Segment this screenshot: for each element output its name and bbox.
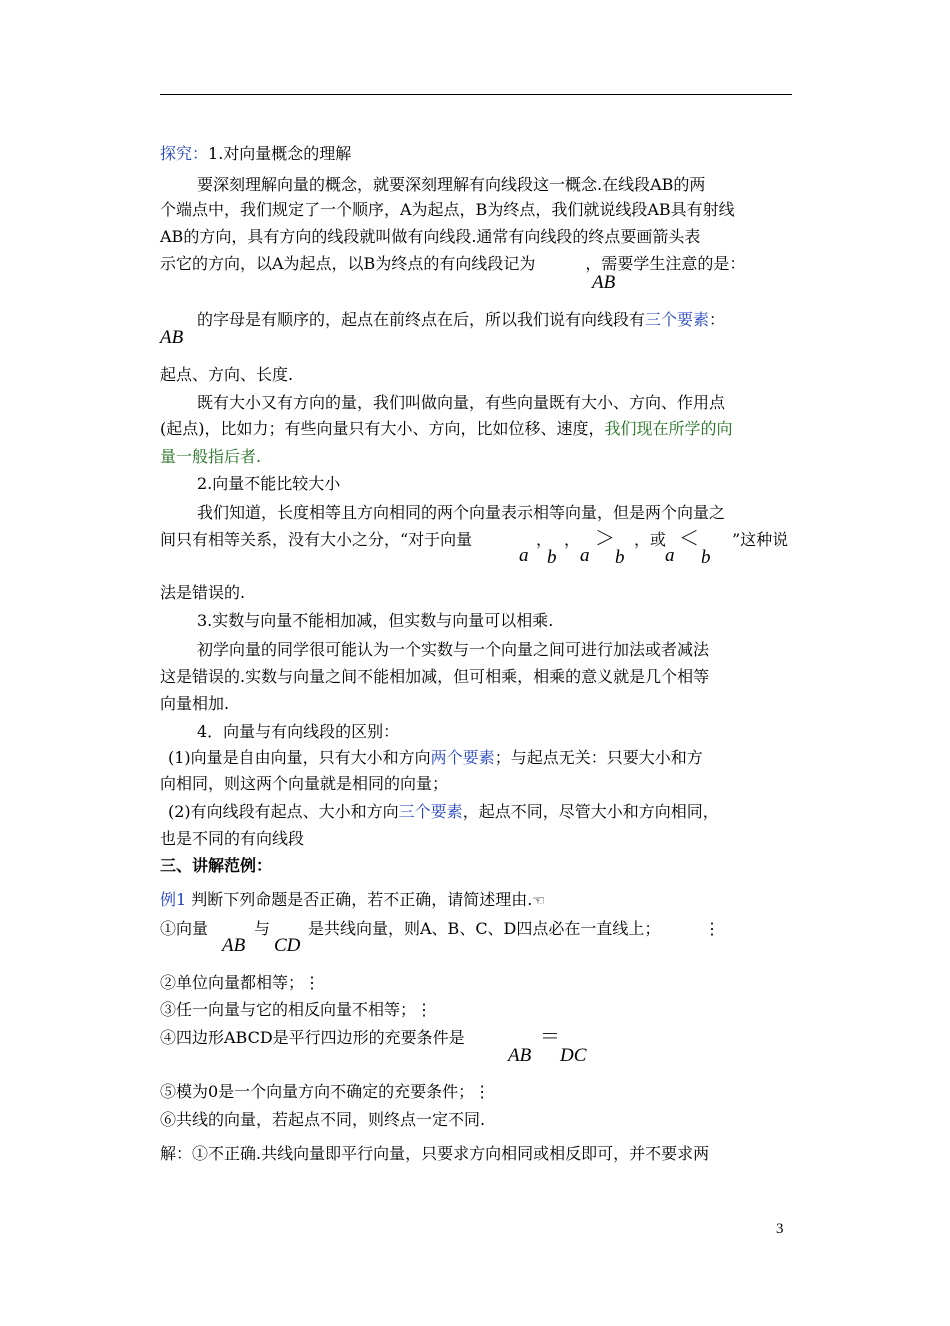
vector-a-symbol: a xyxy=(665,545,675,566)
vector-b-symbol: b xyxy=(615,547,625,568)
list-item: ③任一向量与它的相反向量不相等；⋮ xyxy=(160,1000,433,1019)
list-item-text: 与 xyxy=(254,919,271,938)
paragraph-line: 向量相加. xyxy=(160,694,230,713)
list-item: ⑥共线的向量，若起点不同，则终点一定不同. xyxy=(160,1110,486,1129)
subsection-heading: 4．向量与有向线段的区别： xyxy=(197,722,400,741)
solution-line: 解：①不正确.共线向量即平行向量，只要求方向相同或相反即可，并不要求两 xyxy=(160,1144,710,1163)
subsection-heading: 2.向量不能比较大小 xyxy=(197,474,341,493)
vector-ab-symbol: AB xyxy=(222,935,246,956)
paragraph-line: 示它的方向，以A为起点，以B为终点的有向线段记为 ，需要学生注意的是： xyxy=(160,254,746,273)
paragraph-line: 初学向量的同学很可能认为一个实数与一个向量之间可进行加法或者减法 xyxy=(197,640,710,659)
vector-a-symbol: a xyxy=(519,545,529,566)
paragraph-line: AB的方向，具有方向的线段就叫做有向线段.通常有向线段的终点要画箭头表 xyxy=(160,227,701,246)
paragraph-line: 个端点中，我们规定了一个顺序，A为起点，B为终点，我们就说线段AB具有射线 xyxy=(160,200,735,219)
vector-b-symbol: b xyxy=(701,547,711,568)
equals-symbol: ＝ xyxy=(540,1026,560,1048)
vector-b-symbol: b xyxy=(547,547,557,568)
vector-dc-symbol: DC xyxy=(560,1045,587,1066)
paragraph-line: 也是不同的有向线段 xyxy=(160,829,305,848)
paragraph-line: 向相同，则这两个向量就是相同的向量； xyxy=(160,774,449,793)
vector-ab-symbol: AB xyxy=(160,327,184,348)
paragraph-line: 既有大小又有方向的量，我们叫做向量，有些向量既有大小、方向、作用点 xyxy=(197,393,726,412)
page-number: 3 xyxy=(776,1221,784,1237)
list-item: ②单位向量都相等；⋮ xyxy=(160,973,321,992)
list-item: ⑤模为0是一个向量方向不确定的充要条件；⋮ xyxy=(160,1082,491,1101)
vector-ab-symbol: AB xyxy=(508,1045,532,1066)
paragraph-line: 的字母是有顺序的，起点在前终点在后，所以我们说有向线段有三个要素： xyxy=(197,310,726,329)
vector-cd-symbol: CD xyxy=(274,935,301,956)
vector-ab-symbol: AB xyxy=(592,272,616,293)
section-heading: 探究：1.对向量概念的理解 xyxy=(160,144,352,163)
punctuation: ， xyxy=(564,530,581,549)
greater-than-symbol: ＞ xyxy=(595,528,615,550)
paragraph-line: ”这种说 xyxy=(732,530,789,549)
paragraph-line: (2)有向线段有起点、大小和方向三个要素，起点不同，尽管大小和方向相同， xyxy=(168,802,719,821)
list-item-text: 是共线向量，则A、B、C、D四点必在一直线上； xyxy=(308,919,661,938)
list-item: ①向量 xyxy=(160,919,209,938)
example-heading: 例1 判断下列命题是否正确，若不正确，请简述理由.☜ xyxy=(160,889,545,912)
ellipsis-mark: ⋮ xyxy=(704,919,720,938)
section-heading: 三、讲解范例： xyxy=(160,856,273,875)
paragraph-line: (起点)，比如力；有些向量只有大小、方向，比如位移、速度，我们现在所学的向 xyxy=(160,419,733,438)
vector-a-symbol: a xyxy=(580,545,590,566)
less-than-symbol: ＜ xyxy=(679,528,699,550)
list-item: ④四边形ABCD是平行四边形的充要条件是 xyxy=(160,1028,465,1047)
pointing-hand-icon: ☜ xyxy=(532,893,545,909)
punctuation: ，或 xyxy=(634,530,667,549)
paragraph-line: 起点、方向、长度. xyxy=(160,365,294,384)
paragraph-line: (1)向量是自由向量，只有大小和方向两个要素；与起点无关：只要大小和方 xyxy=(168,748,703,767)
paragraph-line: 间只有相等关系，没有大小之分，“对于向量 xyxy=(160,530,473,549)
paragraph-line: 量一般指后者. xyxy=(160,447,262,466)
punctuation: ， xyxy=(536,530,553,549)
subsection-heading: 3.实数与向量不能相加减，但实数与向量可以相乘. xyxy=(197,611,554,630)
paragraph-line: 这是错误的.实数与向量之间不能相加减，但可相乘，相乘的意义就是几个相等 xyxy=(160,667,710,686)
header-rule xyxy=(160,94,792,95)
paragraph-line: 法是错误的. xyxy=(160,583,246,602)
paragraph-line: 我们知道，长度相等且方向相同的两个向量表示相等向量，但是两个向量之 xyxy=(197,503,726,522)
paragraph-line: 要深刻理解向量的概念，就要深刻理解有向线段这一概念.在线段AB的两 xyxy=(197,175,706,194)
